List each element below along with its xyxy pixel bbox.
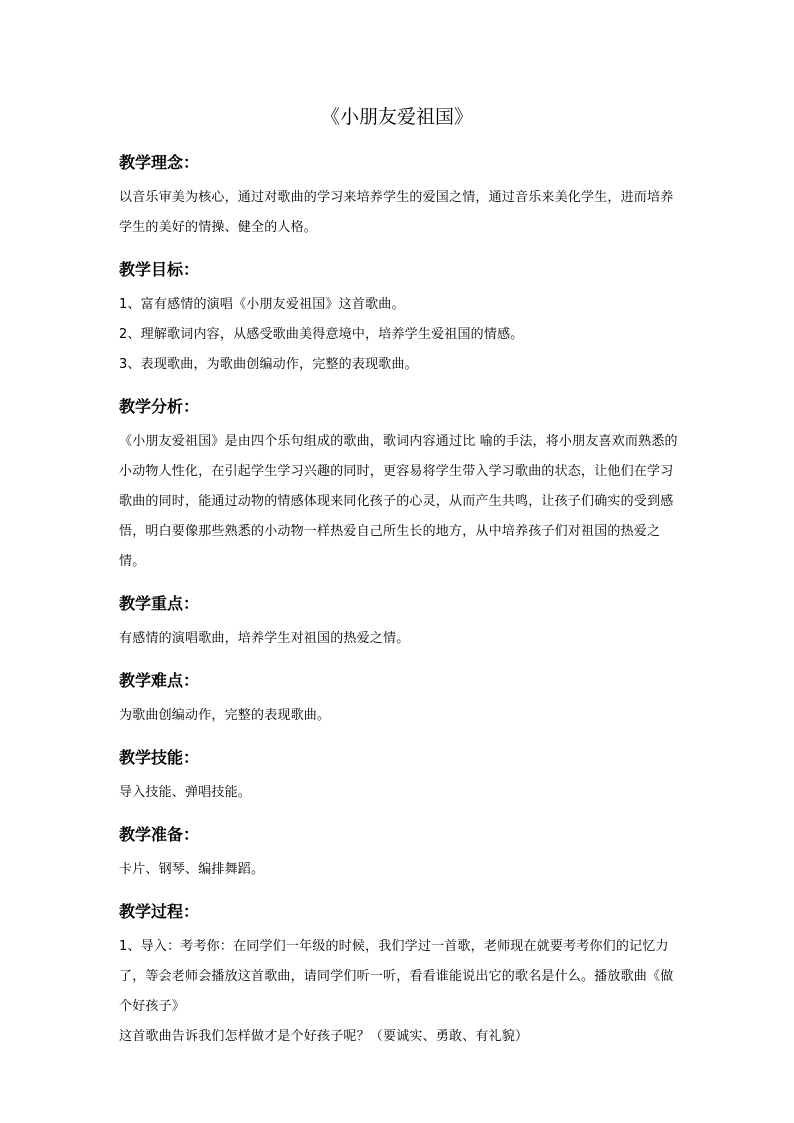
analysis-paragraph: 《小朋友爱祖国》是由四个乐句组成的歌曲，歌词内容通过比 喻的手法，将小朋友喜欢而熟悉的小动物人性化，在引起学生学习兴趣的同时，更容易将学生带入学习歌曲的状态，让他们在学习歌曲的同时，能通过动物的情感体现来同化孩子的心灵，从而产生共鸣，让孩子们确实的受到感悟，明白要像那些熟悉的小动物一样热爱自己所生长的地方，从中培养孩子们对祖国的热爱之情。 bbox=[119, 434, 678, 569]
section-heading-difficulties: 教学难点： bbox=[119, 671, 200, 690]
goal-item: 3、表现歌曲，为歌曲创编动作，完整的表现歌曲。 bbox=[119, 357, 418, 372]
process-step-intro: 1、导入：考考你：在同学们一年级的时候，我们学过一首歌，老师现在就要考考你们的记忆力了，等会老师会播放这首歌曲，请同学们听一听，看看谁能说出它的歌名是什么。播放歌曲《做个好孩子》 bbox=[119, 939, 674, 1014]
section-heading-analysis: 教学分析： bbox=[119, 397, 200, 416]
section-heading-concept: 教学理念： bbox=[119, 153, 200, 172]
section-heading-key-points: 教学重点： bbox=[119, 594, 200, 613]
section-heading-skills: 教学技能： bbox=[119, 748, 200, 767]
key-points-paragraph: 有感情的演唱歌曲，培养学生对祖国的热爱之情。 bbox=[119, 631, 410, 646]
section-heading-process: 教学过程： bbox=[119, 902, 200, 921]
difficulties-paragraph: 为歌曲创编动作，完整的表现歌曲。 bbox=[119, 708, 331, 723]
goal-item: 1、富有感情的演唱《小朋友爱祖国》这首歌曲。 bbox=[119, 297, 405, 312]
concept-paragraph: 以音乐审美为核心，通过对歌曲的学习来培养学生的爱国之情，通过音乐来美化学生，进而培养学生的美好的情操、健全的人格。 bbox=[119, 190, 674, 235]
section-heading-preparation: 教学准备： bbox=[119, 825, 200, 844]
goal-item: 2、理解歌词内容，从感受歌曲美得意境中，培养学生爱祖国的情感。 bbox=[119, 327, 524, 342]
document-title: 《小朋友爱祖国》 bbox=[320, 106, 473, 128]
process-question: 这首歌曲告诉我们怎样做才是个好孩子呢？（要诚实、勇敢、有礼貌） bbox=[119, 1029, 529, 1044]
document-body bbox=[119, 140, 679, 1052]
skills-paragraph: 导入技能、弹唱技能。 bbox=[119, 785, 252, 800]
section-heading-goals: 教学目标： bbox=[119, 260, 200, 279]
preparation-paragraph: 卡片、钢琴、编排舞蹈。 bbox=[119, 862, 265, 877]
